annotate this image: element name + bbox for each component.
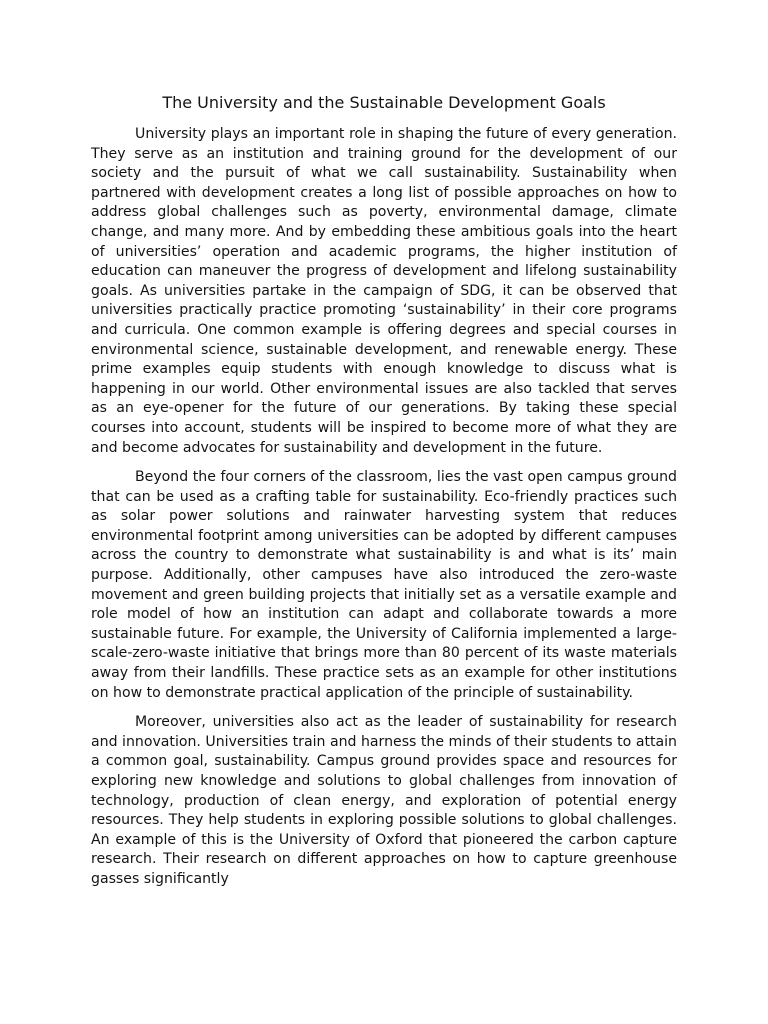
- document-body: [91, 125, 677, 900]
- paragraph-3: Moreover, universities also act as the leader of sustainability for research and innovation. Universities train and harness the minds of their students to attain a common goal, sustainability. Campus ground provides space and resources for exploring new knowledge and solutions to global challenges from innovation of technology, production of clean energy, and exploration of potential energy resources. They help students in exploring possible solutions to global challenges. An example of this is the University of Oxford that pioneered the carbon capture research. Their research on different approaches on how to capture greenhouse gasses significantly: [91, 714, 677, 887]
- document-title: The University and the Sustainable Development Goals: [162, 93, 606, 112]
- paragraph-2: Beyond the four corners of the classroom, lies the vast open campus ground that can be used as a crafting table for sustainability. Eco-friendly practices such as solar power solutions and rainwater harvesting system that reduces environmental footprint among universities can be adopted by different campuses across the country to demonstrate what sustainability is and what is its’ main purpose. Additionally, other campuses have also introduced the zero-waste movement and green building projects that initially set as a versatile example and role model of how an institution can adapt and collaborate towards a more sustainable future. For example, the University of California implemented a large-scale-zero-waste initiative that brings more than 80 percent of its waste materials away from their landfills. These practice sets as an example for other institutions on how to demonstrate practical application of the principle of sustainability.: [91, 469, 677, 701]
- paragraph-1: University plays an important role in shaping the future of every generation. They serve as an institution and training ground for the development of our society and the pursuit of what we call sustainability. Sustainability when partnered with development creates a long list of possible approaches on how to address global challenges such as poverty, environmental damage, climate change, and many more. And by embedding these ambitious goals into the heart of universities’ operation and academic programs, the higher institution of education can maneuver the progress of development and lifelong sustainability goals. As universities partake in the campaign of SDG, it can be observed that universities practically practice promoting ‘sustainability’ in their core programs and curricula. One common example is offering degrees and special courses in environmental science, sustainable development, and renewable energy. These prime examples equip students with enough knowledge to discuss what is happening in our world. Other environmental issues are also tackled that serves as an eye-opener for the future of our generations. By taking these special courses into account, students will be inspired to become more of what they are and become advocates for sustainability and development in the future.: [91, 126, 677, 456]
